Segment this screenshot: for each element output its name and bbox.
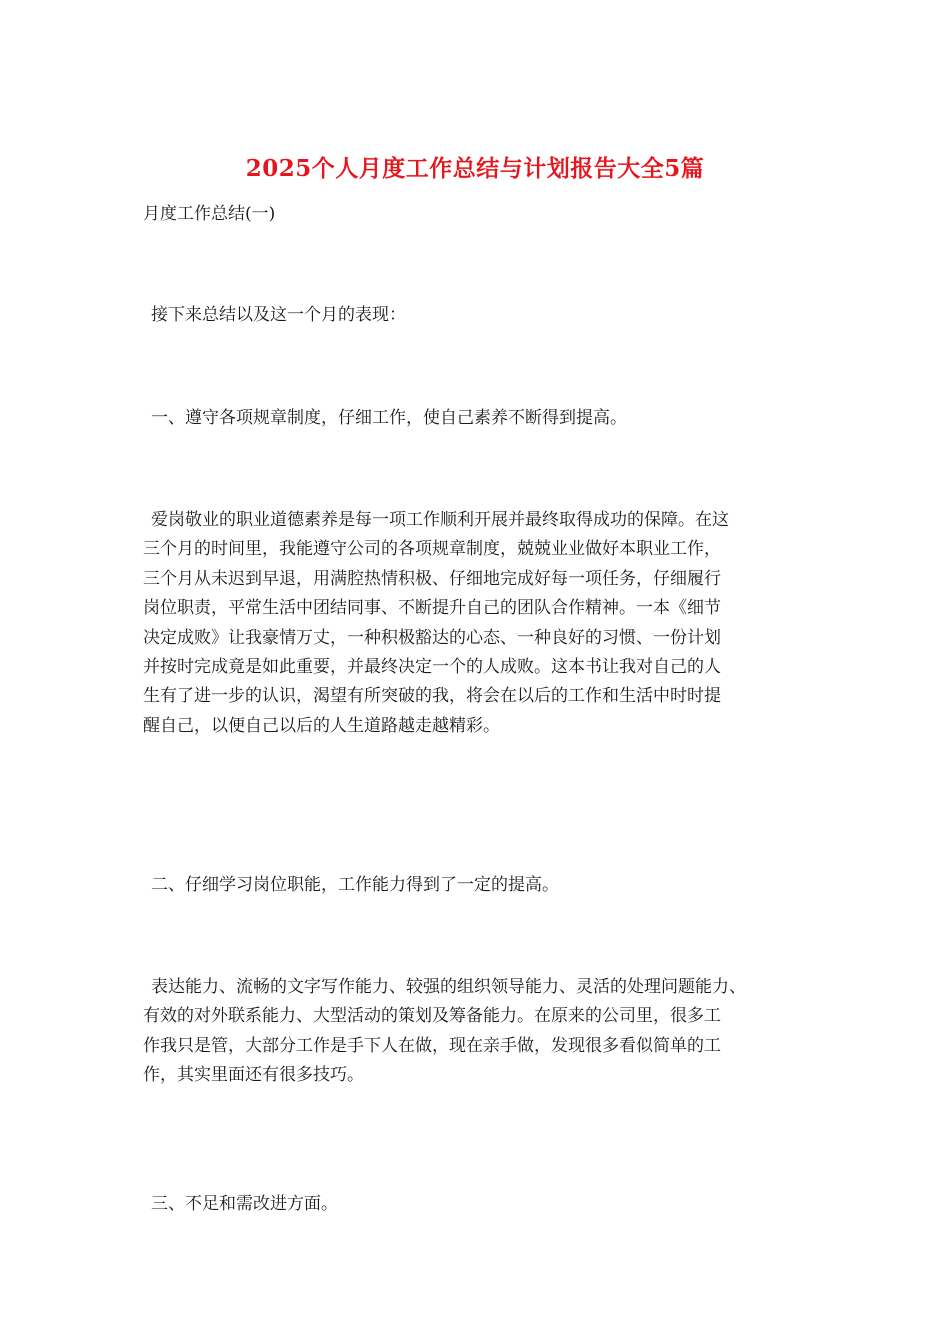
paragraph-line: 三个月的时间里，我能遵守公司的各项规章制度，兢兢业业做好本职业工作，: [143, 539, 721, 560]
paragraph-line: 爱岗敬业的职业道德素养是每一项工作顺利开展并最终取得成功的保障。在这: [151, 510, 729, 530]
section-3-heading: 三、不足和需改进方面。: [151, 1194, 338, 1214]
section-2-heading: 二、仔细学习岗位职能，工作能力得到了一定的提高。: [151, 875, 559, 895]
paragraph-line: 决定成败》让我豪情万丈，一种积极豁达的心态、一种良好的习惯、一份计划: [143, 627, 721, 648]
paragraph-line: 并按时完成竟是如此重要，并最终决定一个的人成败。这本书让我对自己的人: [143, 657, 721, 678]
paragraph-line: 醒自己，以便自己以后的人生道路越走越精彩。: [143, 715, 500, 736]
paragraph-line: 作我只是管，大部分工作是手下人在做，现在亲手做，发现很多看似简单的工: [143, 1035, 721, 1056]
intro-text: 接下来总结以及这一个月的表现：: [151, 305, 406, 325]
paragraph-line: 有效的对外联系能力、大型活动的策划及筹备能力。在原来的公司里，很多工: [143, 1006, 721, 1027]
section-2-paragraph: [143, 973, 823, 1091]
paragraph-line: 岗位职责，平常生活中团结同事、不断提升自己的团队合作精神。一本《细节: [143, 598, 721, 619]
document-title: 2025个人月度工作总结与计划报告大全5篇: [245, 155, 705, 182]
paragraph-line: 三个月从未迟到早退，用满腔热情积极、仔细地完成好每一项任务，仔细履行: [143, 568, 721, 589]
document-subtitle: 月度工作总结(一): [143, 204, 276, 224]
section-1-heading: 一、遵守各项规章制度，仔细工作，使自己素养不断得到提高。: [151, 408, 627, 428]
paragraph-line: 表达能力、流畅的文字写作能力、较强的组织领导能力、灵活的处理问题能力、: [151, 977, 746, 997]
paragraph-line: 作，其实里面还有很多技巧。: [143, 1065, 364, 1086]
paragraph-line: 生有了进一步的认识，渴望有所突破的我，将会在以后的工作和生活中时时提: [143, 686, 721, 707]
section-1-paragraph: [143, 506, 823, 741]
